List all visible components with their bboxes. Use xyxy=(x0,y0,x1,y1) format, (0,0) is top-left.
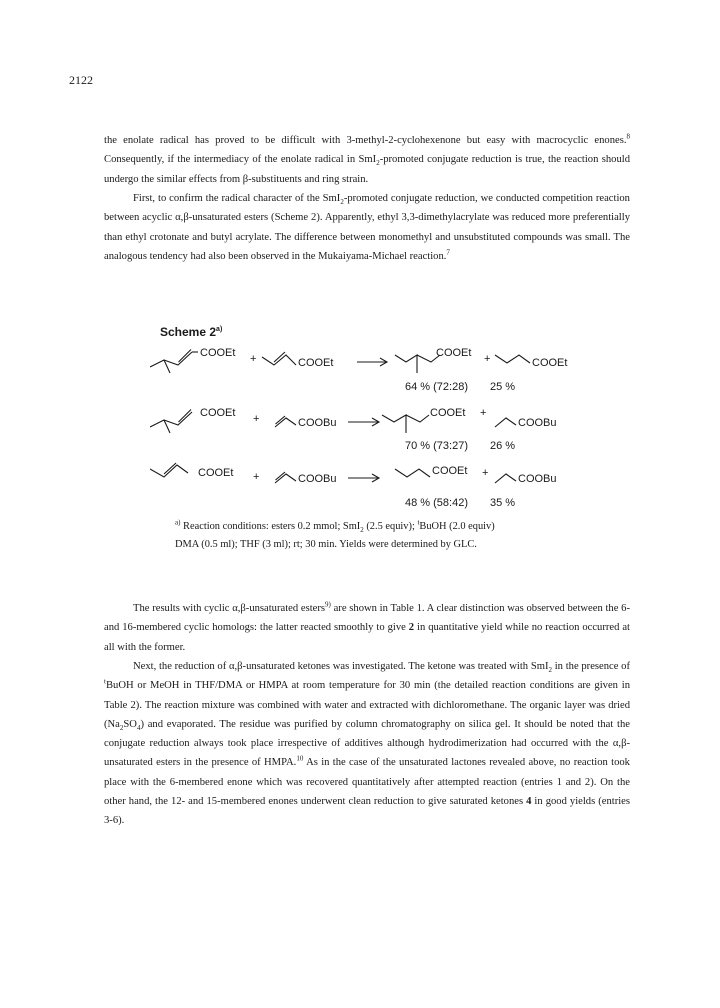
para4-text-c: BuOH or MeOH in THF/DMA or HMPA at room temperature for 30 min (the detailed reaction conditions are given in Table 2). The reaction mixture was combined with water and extracted with dichloromethane. The organic layer was dried (Na xyxy=(104,680,630,730)
para4-text-g: in good yields (entries 3-6). xyxy=(104,796,631,827)
para4-text-a: Next, the reduction of α,β-unsaturated ketones was investigated. The ketone was treated with SmI xyxy=(133,661,549,672)
row2-product1-structure xyxy=(382,415,429,433)
paragraph-2 xyxy=(104,189,630,266)
para4-text-b: in the presence of xyxy=(552,661,630,672)
scheme-structures xyxy=(150,345,620,515)
scheme-2 xyxy=(150,345,620,515)
para2-sub: 2 xyxy=(340,198,344,207)
row2-arrow xyxy=(348,418,379,426)
row1-plus-1: + xyxy=(250,353,257,365)
scheme-title-sup: a) xyxy=(216,326,223,333)
para4-text-f: As in the case of the unsaturated lactones revealed above, no reaction took place with the 6-membered enone which was recovered quantitatively after attempted reaction (entries 1 and 2). On the other hand, the 12- and 15-membered enones underwent clean reduction to give saturated ketones xyxy=(104,757,630,808)
para1-sub: 2 xyxy=(376,159,380,168)
para3-text-c: in quantitative yield while no reaction occurred at all with the former. xyxy=(104,622,630,653)
para2-text-b: -promoted conjugate reduction, we conducted competition reaction between acyclic α,β-unsaturated esters (Scheme 2). Apparently, ethyl 3,3-dimethylacrylate was reduced more preferentially than ethyl crotonate and butyl acrylate. The difference between monomethyl and unsubstituted compounds was small. The analogous tendency had also been observed in the Mukaiyama-Michael reaction. xyxy=(104,193,630,262)
ref-8: 8 xyxy=(626,132,630,141)
row1-product2-label: COOEt xyxy=(532,357,568,369)
row1-plus-2: + xyxy=(484,353,491,365)
row3-arrow xyxy=(348,474,379,482)
row2-yield-1: 70 % (73:27) xyxy=(405,440,468,452)
row3-yield-1: 48 % (58:42) xyxy=(405,497,468,509)
footnote-sup: t xyxy=(417,518,420,527)
footnote-sub: 2 xyxy=(360,526,364,535)
para1-text-b: Consequently, if the intermediacy of the enolate radical in SmI xyxy=(104,154,377,166)
row3-reactant1-label: COOEt xyxy=(198,467,234,479)
row1-product2-structure xyxy=(495,355,530,363)
scheme-footnote xyxy=(175,518,615,554)
footnote-line2: DMA (0.5 ml); THF (3 ml); rt; 30 min. Yields were determined by GLC. xyxy=(175,539,477,550)
para3-text-b: are shown in Table 1. A clear distinction was observed between the 6- and 16-membered cyclic homologs: the latter reacted smoothly to give xyxy=(104,603,630,634)
row3-product1-structure xyxy=(395,469,430,477)
row1-product1-label: COOEt xyxy=(436,347,472,359)
row3-product2-structure xyxy=(495,474,516,483)
footnote-text-b: (2.5 equiv); xyxy=(363,521,418,532)
ref-10: 10 xyxy=(296,754,304,763)
row1-yield-2: 25 % xyxy=(490,381,516,393)
row3-plus-1: + xyxy=(253,471,260,483)
compound-4: 4 xyxy=(526,796,532,808)
row2-reactant2-label: COOBu xyxy=(298,417,337,429)
para3-text-a: The results with cyclic α,β-unsaturated esters xyxy=(133,603,326,614)
row2-plus-2: + xyxy=(480,407,487,419)
row1-reactant1-structure xyxy=(150,350,198,374)
row2-reactant2-structure xyxy=(275,416,296,427)
compound-2: 2 xyxy=(408,622,415,634)
paragraph-1 xyxy=(104,131,630,189)
para1-text-c: -promoted conjugate reduction is true, the reaction should undergo the similar effects from β-substituents and ring strain. xyxy=(104,154,630,185)
row3-reactant2-label: COOBu xyxy=(298,473,337,485)
row3-yield-2: 35 % xyxy=(490,497,516,509)
ref-9: 9) xyxy=(325,600,331,609)
row1-reactant2-structure xyxy=(262,352,296,365)
row2-plus-1: + xyxy=(253,413,260,425)
footnote-text-a: Reaction conditions: esters 0.2 mmol; SmI xyxy=(180,521,361,532)
page-number: 2122 xyxy=(69,73,93,87)
para4-sup: t xyxy=(104,677,106,686)
row2-yield-2: 26 % xyxy=(490,440,516,452)
row2-product2-structure xyxy=(495,418,516,427)
para4-text-e: ) and evaporated. The residue was purified by column chromatography on silica gel. It should be noted that the conjugate reduction always took place irrespective of additives although hydrodimerization had occurred with the α,β-unsaturated esters in the presence of HMPA. xyxy=(104,718,630,769)
para4-sub-c: 2 xyxy=(119,724,124,732)
row1-reactant2-label: COOEt xyxy=(298,357,334,369)
footnote-text-c: BuOH (2.0 equiv) xyxy=(419,521,495,532)
para1-text-a: the enolate radical has proved to be difficult with 3-methyl-2-cyclohexenone but easy with macrocyclic enones. xyxy=(104,135,627,146)
row3-product2-label: COOBu xyxy=(518,473,557,485)
para4-sub-a: 2 xyxy=(548,666,552,675)
para2-text-a: First, to confirm the radical character of the SmI xyxy=(133,193,341,204)
row2-reactant1-structure xyxy=(150,410,192,434)
row3-reactant1-structure xyxy=(150,463,188,477)
row3-reactant2-structure xyxy=(275,472,296,483)
para4-text-d: SO xyxy=(123,718,137,730)
paragraph-4 xyxy=(104,657,630,831)
row3-product1-label: COOEt xyxy=(432,465,468,477)
paragraph-3 xyxy=(104,599,630,657)
scheme-title: Scheme 2$^{a)}$ xyxy=(160,325,223,339)
row1-arrow xyxy=(357,358,387,366)
row2-reactant1-label: COOEt xyxy=(200,407,236,419)
row2-product1-label: COOEt xyxy=(430,407,466,419)
footnote-mark: a) xyxy=(175,518,181,527)
row2-product2-label: COOBu xyxy=(518,417,557,429)
row1-product1-structure xyxy=(395,355,440,373)
row1-yield-1: 64 % (72:28) xyxy=(405,381,468,393)
row3-plus-2: + xyxy=(482,467,489,479)
ref-7: 7 xyxy=(446,248,450,257)
row1-reactant1-label: COOEt xyxy=(200,347,236,359)
para4-sub-d: 4 xyxy=(136,724,141,732)
